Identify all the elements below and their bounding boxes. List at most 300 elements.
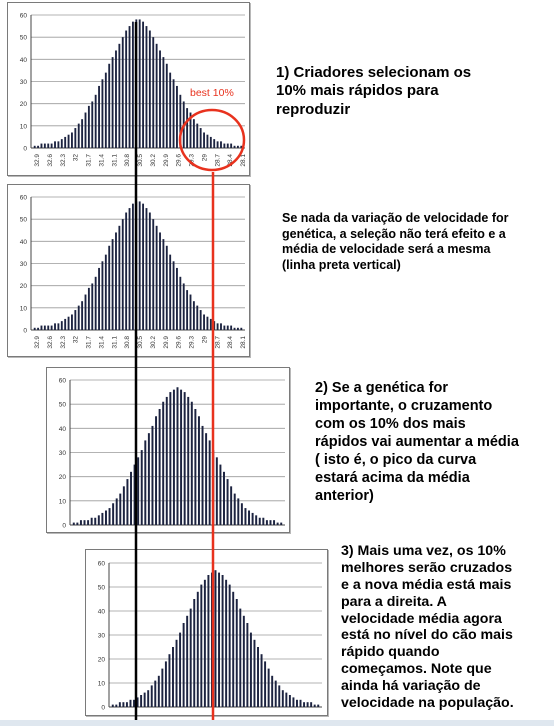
bar (122, 702, 124, 707)
y-tick-label: 10 (97, 680, 105, 688)
bar (197, 592, 199, 707)
bar (91, 283, 93, 330)
bar (132, 22, 134, 148)
bar (203, 314, 205, 330)
bar (215, 570, 217, 707)
x-tick-label: 29.9 (162, 154, 170, 167)
y-tick-label: 40 (19, 56, 27, 64)
y-tick-label: 60 (58, 377, 66, 385)
y-tick-label: 0 (101, 704, 105, 712)
bottom-strip (0, 720, 554, 726)
bar (259, 518, 261, 525)
bar (115, 705, 117, 707)
bar (162, 239, 164, 330)
x-tick-label: 28.7 (214, 154, 222, 167)
bar (84, 520, 86, 525)
bar (266, 520, 268, 525)
bar (51, 326, 53, 330)
bar (154, 681, 156, 707)
bar (237, 498, 239, 525)
y-tick-label: 10 (19, 305, 27, 313)
bar (98, 268, 100, 330)
x-tick-label: 32.6 (46, 336, 54, 349)
x-tick-label: 29.3 (188, 154, 196, 167)
x-tick-label: 30.5 (137, 336, 144, 349)
bar (85, 113, 87, 148)
bar (74, 128, 76, 148)
bar (292, 697, 294, 707)
bar (130, 700, 132, 707)
bar (71, 132, 73, 148)
histogram-no-genetic-effect (8, 185, 249, 356)
bar (193, 301, 195, 330)
bar (122, 37, 124, 148)
x-tick-label: 28.7 (214, 336, 222, 349)
bar (200, 310, 202, 330)
bar (68, 135, 70, 148)
bar (269, 520, 271, 525)
bar (198, 416, 200, 525)
bar (71, 314, 73, 330)
bar (61, 139, 63, 148)
bar (240, 328, 242, 330)
bar (253, 640, 255, 707)
bar (204, 580, 206, 707)
bar (207, 317, 209, 330)
x-tick-label: 29 (201, 154, 209, 162)
y-tick-label: 10 (19, 123, 27, 131)
bar (234, 328, 236, 330)
bar (41, 326, 43, 330)
histogram-generation-2 (47, 368, 289, 532)
bar (146, 26, 148, 148)
bar (202, 426, 204, 525)
bar (186, 616, 188, 707)
bar (54, 141, 56, 148)
bar (135, 201, 137, 330)
bar (151, 685, 153, 707)
bar (216, 457, 218, 525)
bar (220, 323, 222, 330)
bar (190, 609, 192, 707)
x-tick-label: 28.1 (240, 336, 247, 349)
bar (310, 702, 312, 707)
bar (166, 397, 168, 525)
bar (148, 433, 150, 525)
x-tick-label: 30.8 (124, 336, 132, 349)
bar (34, 146, 36, 148)
bar (85, 295, 87, 330)
bar (239, 609, 241, 707)
bar (156, 44, 158, 148)
bar (37, 328, 39, 330)
bar (147, 690, 149, 707)
x-tick-label: 31.7 (85, 336, 93, 349)
bar (68, 317, 70, 330)
bar (277, 523, 279, 525)
histogram-panel-generation-3 (85, 549, 328, 716)
bar (137, 697, 139, 707)
bar (88, 288, 90, 330)
bar (112, 239, 114, 330)
bar (207, 135, 209, 148)
caption-step-1: 1) Criadores selecionam os 10% mais rápidos para reproduzir (276, 64, 472, 118)
y-tick-label: 30 (58, 450, 66, 457)
bar (176, 268, 178, 330)
bar (112, 503, 114, 525)
bar (232, 592, 234, 707)
bar (196, 306, 198, 330)
bar (141, 450, 143, 525)
bar (91, 518, 93, 525)
bar (57, 323, 59, 330)
bar (307, 702, 309, 707)
x-tick-label: 29 (201, 336, 209, 344)
bar (273, 520, 275, 525)
bar (158, 676, 160, 707)
bar (190, 295, 192, 330)
bar (213, 321, 215, 330)
y-tick-label: 60 (19, 12, 27, 20)
bar (255, 515, 257, 525)
bar (94, 518, 96, 525)
bar (210, 319, 212, 330)
y-tick-label: 50 (58, 401, 66, 409)
bar (98, 86, 100, 148)
bar (81, 119, 83, 148)
bar (61, 321, 63, 330)
y-tick-label: 40 (58, 425, 66, 433)
y-tick-label: 40 (97, 608, 105, 616)
bar (152, 37, 154, 148)
bar (179, 277, 181, 330)
bar (244, 508, 246, 525)
bar (210, 137, 212, 148)
bar (252, 513, 254, 525)
bar (118, 44, 120, 148)
bar (211, 573, 213, 707)
bar (169, 255, 171, 330)
bar (222, 575, 224, 707)
bar (191, 402, 193, 525)
bar (278, 685, 280, 707)
bar (134, 465, 136, 525)
bar (285, 693, 287, 707)
bar (303, 702, 305, 707)
bar (102, 79, 104, 148)
bar (109, 508, 111, 525)
bar (230, 144, 232, 148)
caption-no-genetic-effect: Se nada da variação de velocidade for genética, a seleção não terá efeito e a média de velocidade será a mesma (linha preta vertical) (282, 211, 509, 272)
bar (190, 113, 192, 148)
bar (173, 79, 175, 148)
bar (193, 119, 195, 148)
histogram-panel-initial (7, 2, 250, 176)
x-tick-label: 32.6 (46, 154, 54, 167)
bar (159, 50, 161, 148)
histogram-generation-3 (86, 550, 327, 715)
bar (142, 204, 144, 330)
bar (186, 290, 188, 330)
bar (268, 669, 270, 707)
bar (176, 640, 178, 707)
bar (183, 623, 185, 707)
bar (81, 301, 83, 330)
bar (225, 580, 227, 707)
bar (172, 647, 174, 707)
bar (142, 22, 144, 148)
bar (173, 261, 175, 330)
bar (220, 141, 222, 148)
bar (137, 457, 139, 525)
bar (76, 523, 78, 525)
bar (194, 409, 196, 525)
bar (80, 520, 82, 525)
bar (223, 472, 225, 525)
histogram-initial-population (8, 3, 249, 175)
x-tick-label: 31.1 (111, 154, 119, 167)
bar (176, 86, 178, 148)
y-tick-label: 20 (58, 474, 66, 482)
x-tick-label: 30.2 (149, 154, 157, 167)
bar (44, 326, 46, 330)
bar (34, 328, 36, 330)
bar (105, 255, 107, 330)
bar (64, 319, 66, 330)
bar (243, 616, 245, 707)
bar (118, 226, 120, 330)
bar (54, 323, 56, 330)
x-tick-label: 31.1 (111, 336, 119, 349)
bar (271, 676, 273, 707)
bar (264, 661, 266, 707)
bar (262, 518, 264, 525)
bar (200, 128, 202, 148)
y-tick-label: 50 (19, 216, 27, 224)
bar (47, 326, 49, 330)
bar (126, 479, 128, 525)
bar (116, 498, 118, 525)
bar (146, 208, 148, 330)
bar (200, 585, 202, 707)
bar (159, 409, 161, 525)
y-tick-label: 20 (97, 656, 105, 664)
x-tick-label: 30.5 (137, 154, 144, 167)
bar (125, 31, 127, 148)
bar (187, 397, 189, 525)
x-tick-label: 28.4 (227, 336, 235, 349)
bar (212, 450, 214, 525)
bar (112, 705, 114, 707)
bar (78, 124, 80, 148)
bar (122, 219, 124, 330)
bar (227, 326, 229, 330)
y-tick-label: 50 (97, 584, 105, 592)
x-tick-label: 29.6 (175, 154, 183, 167)
x-tick-label: 30.8 (124, 154, 132, 167)
x-tick-label: 28.4 (227, 154, 235, 167)
bar (237, 146, 239, 148)
bar (246, 623, 248, 707)
bar (183, 101, 185, 148)
bar (98, 515, 100, 525)
bar (126, 702, 128, 707)
bar (217, 323, 219, 330)
bar (183, 283, 185, 330)
bar (144, 440, 146, 525)
bar (282, 690, 284, 707)
x-tick-label: 32.9 (34, 154, 41, 167)
bar (186, 108, 188, 148)
bar (317, 705, 319, 707)
bar (237, 328, 239, 330)
bar (139, 19, 141, 148)
histogram-panel-no-genetics (7, 184, 250, 357)
bar (223, 326, 225, 330)
bar (108, 246, 110, 330)
y-tick-label: 10 (58, 498, 66, 506)
bar (314, 705, 316, 707)
x-tick-label: 29.3 (188, 336, 196, 349)
bar (296, 700, 298, 707)
bar (203, 132, 205, 148)
x-tick-label: 32.3 (59, 154, 67, 167)
x-tick-label: 29.9 (162, 336, 170, 349)
bar (180, 390, 182, 525)
bar (132, 204, 134, 330)
bar (123, 486, 125, 525)
x-tick-label: 32.3 (59, 336, 67, 349)
bar (159, 232, 161, 330)
bar (140, 695, 142, 707)
bar (151, 426, 153, 525)
bar (280, 523, 282, 525)
bar (227, 479, 229, 525)
bar (105, 511, 107, 526)
bar (166, 64, 168, 148)
bar (47, 144, 49, 148)
bar (240, 146, 242, 148)
caption-step-3: 3) Mais uma vez, os 10% melhores serão cruzados e a nova média está mais para a direita. A velocidade média agora está no nível do cão mais rápido quando começamos. Note que ainda há variação de velocidade na população. (341, 543, 514, 712)
caption-step-2: 2) Se a genética for importante, o cruzamento com os 10% dos mais rápidos vai aumentar a média ( isto é, o pico da curva estará acima da média anterior) (315, 380, 519, 504)
bar (115, 232, 117, 330)
bar (108, 64, 110, 148)
bar (209, 440, 211, 525)
y-tick-label: 40 (19, 238, 27, 246)
bar (88, 106, 90, 148)
bar (149, 213, 151, 330)
bar (205, 433, 207, 525)
bar (133, 700, 135, 707)
best-10-percent-label: best 10% (190, 87, 234, 99)
bar (173, 390, 175, 525)
y-tick-label: 0 (23, 327, 27, 335)
bar (169, 392, 171, 525)
y-tick-label: 50 (19, 34, 27, 42)
bar (168, 654, 170, 707)
bar (129, 26, 131, 148)
bar (162, 402, 164, 525)
bar (179, 633, 181, 707)
bar (229, 585, 231, 707)
bar (115, 50, 117, 148)
bar (218, 573, 220, 707)
x-tick-label: 32 (72, 154, 80, 162)
x-tick-label: 28.1 (240, 154, 247, 167)
x-tick-label: 29.6 (175, 336, 183, 349)
bar (101, 513, 103, 525)
y-tick-label: 0 (23, 145, 27, 153)
bar (257, 647, 259, 707)
y-tick-label: 30 (19, 79, 27, 86)
bar (87, 520, 89, 525)
y-tick-label: 30 (19, 261, 27, 268)
y-tick-label: 20 (19, 101, 27, 109)
y-tick-label: 60 (97, 560, 105, 568)
bar (152, 219, 154, 330)
y-tick-label: 30 (97, 632, 105, 640)
bar (51, 144, 53, 148)
x-tick-label: 31.4 (98, 154, 106, 167)
x-tick-label: 31.4 (98, 336, 106, 349)
bar (165, 661, 167, 707)
bar (149, 31, 151, 148)
bar (227, 144, 229, 148)
bar (156, 226, 158, 330)
x-tick-label: 30.2 (149, 336, 157, 349)
bar (37, 146, 39, 148)
bar (300, 700, 302, 707)
bar (166, 246, 168, 330)
bar (57, 141, 59, 148)
bar (44, 144, 46, 148)
bar (234, 146, 236, 148)
bar (130, 472, 132, 525)
bar (95, 277, 97, 330)
bar (275, 681, 277, 707)
bar (105, 73, 107, 148)
bar (162, 57, 164, 148)
bar (119, 494, 121, 525)
bar (73, 523, 75, 525)
bar (250, 633, 252, 707)
bar (217, 141, 219, 148)
bar (248, 511, 250, 526)
y-tick-label: 0 (62, 522, 66, 530)
bar (207, 575, 209, 707)
bar (41, 144, 43, 148)
bar (241, 503, 243, 525)
x-tick-label: 32.9 (34, 336, 41, 349)
bar (119, 702, 121, 707)
bar (184, 392, 186, 525)
bar (125, 213, 127, 330)
bar (139, 201, 141, 330)
histogram-panel-generation-2 (46, 367, 290, 533)
bar (74, 310, 76, 330)
x-tick-label: 32 (72, 336, 80, 344)
bar (179, 95, 181, 148)
bar (289, 695, 291, 707)
bar (169, 73, 171, 148)
bar (144, 693, 146, 707)
bar (219, 465, 221, 525)
bar (64, 137, 66, 148)
x-tick-label: 31.7 (85, 154, 93, 167)
bar (102, 261, 104, 330)
bar (129, 208, 131, 330)
bar (236, 599, 238, 707)
